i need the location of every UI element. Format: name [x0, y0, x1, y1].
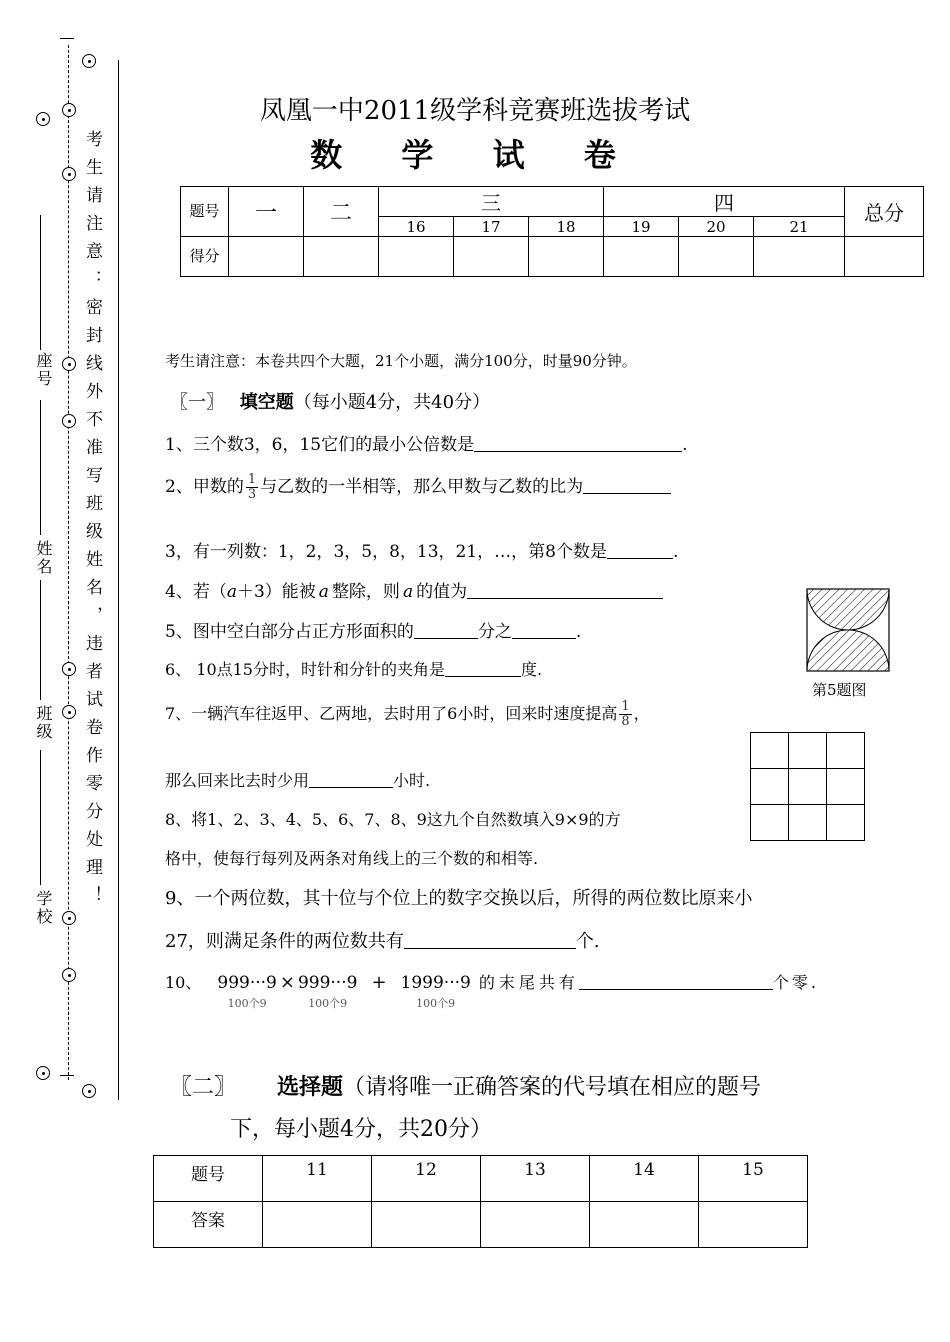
q1-text: 1、三个数3，6，15它们的最小公倍数是 — [165, 435, 475, 455]
q10-text-b: 的末尾共有 — [478, 973, 579, 992]
question-10 — [165, 970, 819, 1010]
exam-title: 凤凰一中2011级学科竞赛班选拔考试 — [259, 96, 691, 126]
binding-hole-icon — [62, 414, 76, 428]
binding-notice: 考生请注意：密封线外不准写班级姓名，违者试卷作零分处理！ — [82, 130, 102, 914]
section1-title: 填空题 — [239, 392, 294, 413]
score-col-3: 三 — [379, 187, 604, 217]
binding-tick-bottom — [60, 1075, 74, 1076]
score-cell[interactable] — [454, 237, 529, 277]
binding-hole-icon — [82, 54, 96, 68]
q3-end: . — [672, 542, 679, 562]
grid-cell[interactable] — [827, 733, 865, 769]
exam-notice: 考生请注意：本卷共四个大题，21个小题，满分100分，时量90分钟。 — [165, 352, 637, 370]
question-4 — [165, 577, 663, 602]
q4-answer-blank[interactable] — [467, 581, 663, 599]
binding-hole-icon — [36, 1066, 50, 1080]
question-3 — [165, 537, 678, 562]
q1-end: . — [682, 435, 688, 455]
q2-denominator: 3 — [247, 487, 257, 502]
question-7-cont — [165, 768, 430, 791]
name-field-line[interactable] — [40, 400, 41, 535]
q7-text-d: 小时. — [393, 771, 431, 790]
answer-cell[interactable] — [481, 1202, 590, 1248]
q2-text-a: 2、甲数的 — [165, 477, 244, 497]
score-sub-17: 17 — [454, 217, 529, 237]
q10-op-times: × — [279, 972, 295, 993]
q7-text-c: 那么回来比去时少用 — [165, 771, 310, 790]
answer-table — [153, 1155, 808, 1248]
grid-cell[interactable] — [751, 769, 789, 805]
q7-answer-blank[interactable] — [309, 770, 393, 788]
score-table — [180, 186, 924, 277]
score-sub-19: 19 — [604, 217, 679, 237]
score-cell[interactable] — [529, 237, 604, 277]
q7-fraction — [619, 700, 631, 729]
score-col-1: 一 — [229, 187, 304, 237]
name-label: 姓名 — [34, 540, 53, 576]
q8-magic-square-grid — [750, 732, 865, 841]
section1-heading — [170, 388, 490, 414]
q3-text: 3，有一列数：1，2，3，5，8，13，21，…，第8个数是 — [165, 542, 607, 562]
q5-caption: 第5题图 — [812, 681, 867, 699]
q2-fraction — [246, 473, 258, 502]
score-sub-18: 18 — [529, 217, 604, 237]
answer-col-12: 12 — [372, 1156, 481, 1202]
grid-cell[interactable] — [789, 769, 827, 805]
q10-term-2-digits: 999···9 — [297, 973, 358, 993]
answer-col-15: 15 — [699, 1156, 808, 1202]
school-field-line[interactable] — [40, 750, 41, 885]
score-row-label-score: 得分 — [181, 237, 229, 277]
q10-term-3-digits: 1999···9 — [400, 973, 471, 993]
q2-numerator: 1 — [247, 472, 257, 487]
section2-title: 选择题 — [277, 1074, 344, 1100]
q9-answer-blank[interactable] — [404, 931, 576, 949]
grid-cell[interactable] — [751, 805, 789, 841]
question-1 — [165, 430, 688, 455]
q10-answer-blank[interactable] — [579, 972, 773, 990]
q4-var-a-2: a — [318, 582, 329, 602]
seat-field-line[interactable] — [40, 215, 41, 350]
score-cell[interactable] — [845, 237, 924, 277]
q7-denominator: 8 — [621, 714, 630, 729]
grid-cell[interactable] — [789, 733, 827, 769]
q10-label: 10、 — [165, 973, 202, 992]
q2-answer-blank[interactable] — [583, 476, 671, 494]
binding-hole-icon — [62, 968, 76, 982]
q6-text-a: 6、 10点15分时，时针和分针的夹角是 — [165, 660, 445, 679]
score-cell[interactable] — [679, 237, 754, 277]
question-5 — [165, 617, 581, 642]
section1-bracket: 〖一〗 — [170, 392, 224, 413]
q6-text-b: 度. — [521, 660, 543, 679]
score-col-2: 二 — [304, 187, 379, 237]
q10-term-2-sub: 100个9 — [308, 997, 348, 1010]
q6-answer-blank[interactable] — [445, 659, 521, 677]
answer-cell[interactable] — [263, 1202, 372, 1248]
class-field-line[interactable] — [40, 580, 41, 700]
answer-cell[interactable] — [699, 1202, 808, 1248]
exam-subtitle: 数 学 试 卷 — [310, 136, 640, 174]
binding-line-right — [118, 60, 119, 1100]
question-8-cont: 格中，使每行每列及两条对角线上的三个数的和相等. — [165, 849, 539, 868]
score-col-4: 四 — [604, 187, 845, 217]
q10-term-1-sub: 100个9 — [227, 997, 267, 1010]
section2-note-cont: 下，每小题4分，共20分） — [230, 1117, 492, 1142]
score-row-label-number: 题号 — [181, 187, 229, 237]
answer-row-label-number: 题号 — [154, 1156, 263, 1202]
q10-term-1 — [217, 973, 277, 1010]
q10-term-3 — [400, 973, 471, 1010]
question-6 — [165, 657, 542, 680]
q10-term-1-digits: 999···9 — [217, 973, 277, 993]
q7-text-a: 7、一辆汽车往返甲、乙两地，去时用了6小时，回来时速度提高 — [165, 704, 618, 723]
q4-var-a-3: a — [402, 582, 414, 602]
q5-end: . — [575, 622, 582, 642]
score-cell[interactable] — [229, 237, 304, 277]
q7-text-b: ， — [633, 704, 650, 723]
answer-row-label-answer: 答案 — [154, 1202, 263, 1248]
q10-term-3-sub: 100个9 — [416, 997, 456, 1010]
q4-text-a: 4、若（ — [165, 582, 227, 602]
question-2 — [165, 472, 671, 502]
score-col-total: 总分 — [845, 187, 924, 237]
grid-cell[interactable] — [827, 769, 865, 805]
score-cell[interactable] — [604, 237, 679, 277]
q5-answer-blank-1[interactable] — [414, 621, 478, 639]
q7-numerator: 1 — [621, 699, 630, 714]
q5-figure — [806, 588, 890, 672]
q10-op-plus: + — [371, 972, 387, 993]
binding-tick-top — [60, 38, 74, 39]
answer-col-14: 14 — [590, 1156, 699, 1202]
answer-cell[interactable] — [590, 1202, 699, 1248]
q5-answer-blank-2[interactable] — [512, 621, 576, 639]
score-sub-16: 16 — [379, 217, 454, 237]
question-9-cont — [165, 927, 600, 953]
binding-hole-icon — [62, 911, 76, 925]
section2-note-1: （请将唯一正确答案的代号填在相应的题号 — [343, 1075, 762, 1100]
grid-cell[interactable] — [789, 805, 827, 841]
q10-term-2 — [297, 973, 358, 1010]
question-7 — [165, 700, 650, 729]
score-cell[interactable] — [379, 237, 454, 277]
q2-text-b: 与乙数的一半相等，那么甲数与乙数的比为 — [260, 477, 584, 497]
score-cell[interactable] — [304, 237, 379, 277]
question-8: 8、将1、2、3、4、5、6、7、8、9这九个自然数填入9×9的方 — [165, 810, 621, 829]
q10-text-c: 个零. — [772, 973, 819, 992]
score-cell[interactable] — [754, 237, 845, 277]
score-sub-21: 21 — [754, 217, 845, 237]
q4-text-c: 整除，则 — [331, 582, 400, 602]
binding-hole-icon — [82, 1084, 96, 1098]
q5-text-b: 分之 — [477, 622, 512, 642]
section2-heading — [170, 1070, 761, 1101]
question-9: 9、一个两位数，其十位与个位上的数字交换以后，所得的两位数比原来小 — [165, 888, 753, 909]
binding-hole-icon — [62, 662, 76, 676]
q4-text-d: 的值为 — [416, 582, 468, 602]
section1-note: （每小题4分，共40分） — [293, 392, 491, 413]
answer-col-13: 13 — [481, 1156, 590, 1202]
binding-hole-icon — [62, 357, 76, 371]
q9-text-c: 个. — [575, 931, 600, 952]
grid-cell[interactable] — [827, 805, 865, 841]
q4-var-a: a — [226, 582, 237, 602]
section2-bracket: 〖二〗 — [170, 1075, 237, 1100]
answer-cell[interactable] — [372, 1202, 481, 1248]
seat-label: 座号 — [34, 352, 53, 388]
grid-cell[interactable] — [751, 733, 789, 769]
school-label: 学校 — [34, 890, 53, 926]
binding-hole-icon — [62, 705, 76, 719]
q4-text-b: ＋3）能被 — [236, 582, 316, 602]
q3-answer-blank[interactable] — [607, 541, 673, 559]
class-label: 班级 — [34, 705, 53, 741]
answer-col-11: 11 — [263, 1156, 372, 1202]
q1-answer-blank[interactable] — [474, 434, 682, 452]
score-sub-20: 20 — [679, 217, 754, 237]
q5-text-a: 5、图中空白部分占正方形面积的 — [165, 622, 414, 642]
q9-text-b: 27，则满足条件的两位数共有 — [165, 931, 404, 952]
